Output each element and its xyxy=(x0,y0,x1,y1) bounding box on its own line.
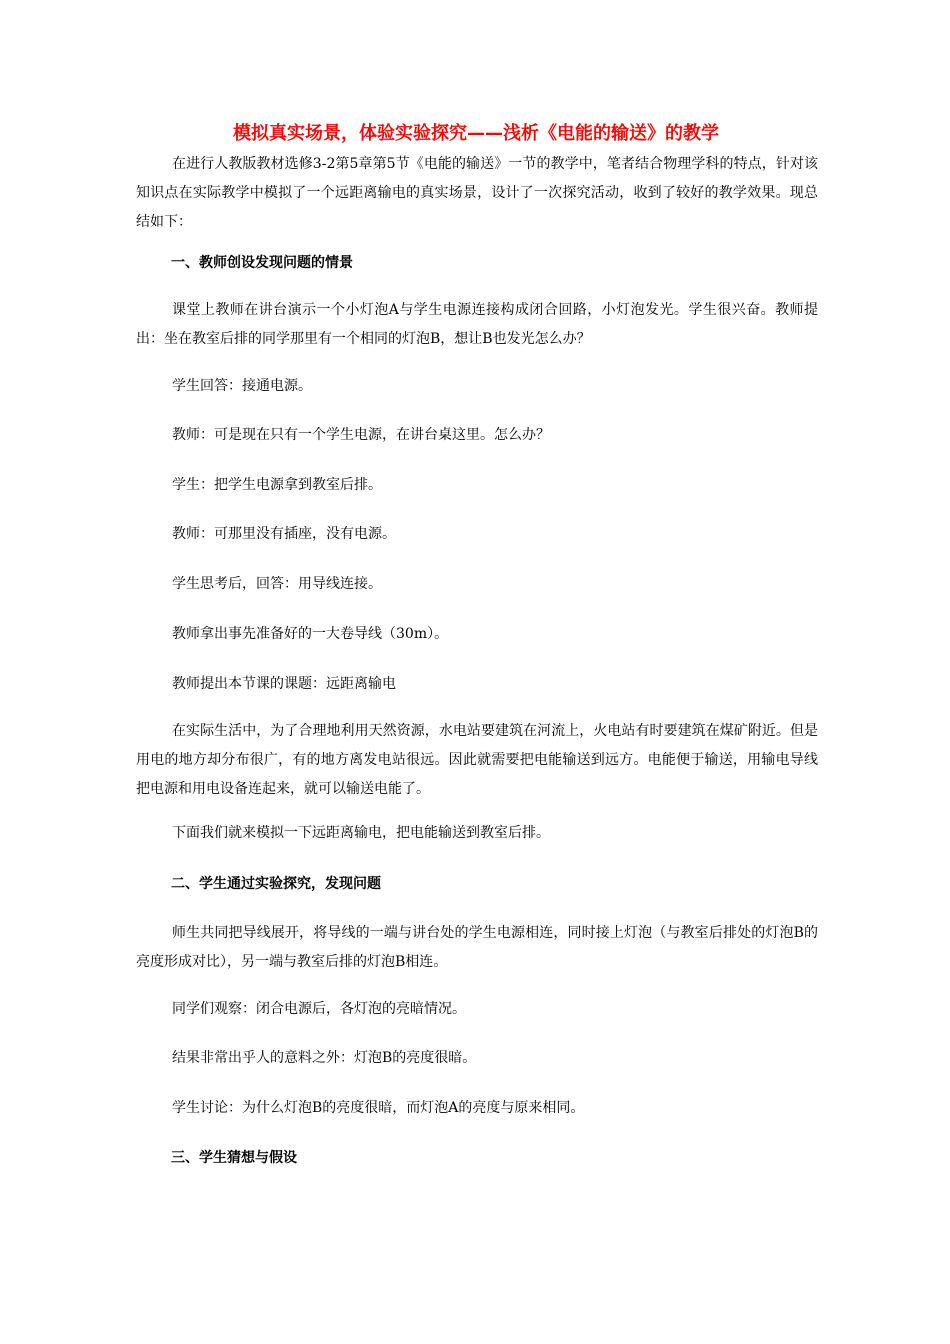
section-2-heading: 二、学生通过实验探究，发现问题 xyxy=(171,876,381,892)
section-1-paragraph-6: 学生思考后，回答：用导线连接。 xyxy=(172,576,382,592)
section-1-paragraph-5: 教师：可那里没有插座，没有电源。 xyxy=(172,526,396,542)
section-1-paragraph-2: 学生回答：接通电源。 xyxy=(172,378,312,394)
section-1-paragraph-9: 在实际生活中，为了合理地利用天然资源，水电站要建筑在河流上，火电站有时要建筑在煤矿附近。但是用电的地方却分布很广，有的地方离发电站很远。因此就需要把电能输送到远方。电能便于输送，用输电导线把电源和用电设备连起来，就可以输送电能了。 xyxy=(136,723,818,797)
section-2-paragraph-2: 同学们观察：闭合电源后，各灯泡的亮暗情况。 xyxy=(172,1001,466,1017)
section-3-heading: 三、学生猜想与假设 xyxy=(171,1150,297,1166)
section-1-paragraph-1: 课堂上教师在讲台演示一个小灯泡A与学生电源连接构成闭合回路，小灯泡发光。学生很兴奋。教师提出：坐在教室后排的同学那里有一个相同的灯泡B，想让B也发光怎么办？ xyxy=(136,302,818,347)
section-2-paragraph-3: 结果非常出乎人的意料之外：灯泡B的亮度很暗。 xyxy=(172,1050,477,1066)
section-1-paragraph-3: 教师：可是现在只有一个学生电源，在讲台桌这里。怎么办？ xyxy=(172,427,550,443)
section-2-paragraph-1: 师生共同把导线展开，将导线的一端与讲台处的学生电源相连，同时接上灯泡（与教室后排处的灯泡B的亮度形成对比），另一端与教室后排的灯泡B相连。 xyxy=(136,925,818,970)
intro-paragraph: 在进行人教版教材选修3-2第5章第5节《电能的输送》一节的教学中，笔者结合物理学科的特点，针对该知识点在实际教学中模拟了一个远距离输电的真实场景，设计了一次探究活动，收到了较好的教学效果。现总结如下： xyxy=(136,156,818,230)
section-1-paragraph-8: 教师提出本节课的课题：远距离输电 xyxy=(172,676,396,692)
section-2-paragraph-4: 学生讨论：为什么灯泡B的亮度很暗，而灯泡A的亮度与原来相同。 xyxy=(172,1100,585,1116)
section-1-paragraph-4: 学生：把学生电源拿到教室后排。 xyxy=(172,477,382,493)
document-title: 模拟真实场景，体验实验探究——浅析《电能的输送》的教学 xyxy=(233,123,719,144)
section-1-heading: 一、教师创设发现问题的情景 xyxy=(171,255,353,271)
section-1-paragraph-7: 教师拿出事先准备好的一大卷导线（30m）。 xyxy=(172,626,449,642)
section-1-paragraph-10: 下面我们就来模拟一下远距离输电，把电能输送到教室后排。 xyxy=(172,825,550,841)
